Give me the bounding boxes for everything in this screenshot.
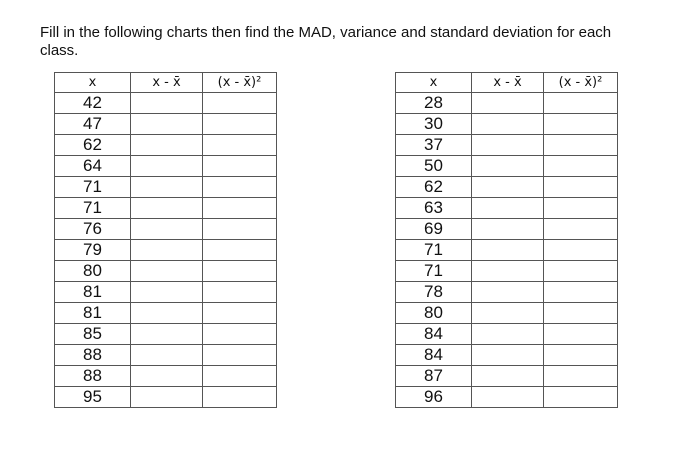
x-value-cell: 71 [55,177,131,198]
deviation-answer-cell[interactable] [472,240,544,261]
table-row [55,177,277,198]
table-row [396,156,618,177]
deviation-answer-cell[interactable] [131,240,203,261]
table-row [396,261,618,282]
table-row [396,345,618,366]
table-row [396,303,618,324]
instruction-text: Fill in the following charts then find the MAD, variance and standard deviation for each class. [40,24,612,59]
deviation-answer-cell[interactable] [472,177,544,198]
x-value-cell: 96 [396,387,472,408]
squared-deviation-answer-cell[interactable] [203,261,277,282]
x-value-cell: 64 [55,156,131,177]
table-row [55,261,277,282]
squared-deviation-answer-cell[interactable] [544,114,618,135]
deviation-answer-cell[interactable] [131,261,203,282]
squared-deviation-answer-cell[interactable] [544,387,618,408]
table-row [396,114,618,135]
deviation-answer-cell[interactable] [131,219,203,240]
deviation-answer-cell[interactable] [131,303,203,324]
x-value-cell: 80 [396,303,472,324]
table-row [55,114,277,135]
squared-deviation-answer-cell[interactable] [203,135,277,156]
table-row [55,156,277,177]
deviation-answer-cell[interactable] [472,198,544,219]
class-b-rows [396,93,618,408]
table-row [396,198,618,219]
deviation-answer-cell[interactable] [131,177,203,198]
squared-deviation-answer-cell[interactable] [203,93,277,114]
squared-deviation-answer-cell[interactable] [544,303,618,324]
table-row [55,387,277,408]
squared-deviation-answer-cell[interactable] [544,240,618,261]
class-a-rows [55,93,277,408]
squared-deviation-answer-cell[interactable] [203,198,277,219]
table-row [396,387,618,408]
deviation-answer-cell[interactable] [131,366,203,387]
deviation-answer-cell[interactable] [131,93,203,114]
squared-deviation-answer-cell[interactable] [203,303,277,324]
x-value-cell: 79 [55,240,131,261]
x-value-cell: 62 [55,135,131,156]
deviation-answer-cell[interactable] [131,387,203,408]
x-value-cell: 88 [55,366,131,387]
x-value-cell: 81 [55,303,131,324]
x-value-cell: 88 [55,345,131,366]
squared-deviation-answer-cell[interactable] [203,345,277,366]
deviation-answer-cell[interactable] [472,282,544,303]
deviation-answer-cell[interactable] [131,324,203,345]
header-row [396,73,618,93]
deviation-answer-cell[interactable] [131,282,203,303]
squared-deviation-answer-cell[interactable] [203,114,277,135]
squared-deviation-answer-cell[interactable] [544,156,618,177]
table-row [55,345,277,366]
table-row [396,219,618,240]
x-value-cell: 69 [396,219,472,240]
x-value-cell: 84 [396,345,472,366]
x-value-cell: 71 [55,198,131,219]
table-row [55,324,277,345]
x-value-cell: 78 [396,282,472,303]
x-value-cell: 37 [396,135,472,156]
squared-deviation-answer-cell[interactable] [203,282,277,303]
x-value-cell: 28 [396,93,472,114]
squared-deviation-header: (x - x̄)² [544,73,618,93]
header-row [55,73,277,93]
x-value-cell: 85 [55,324,131,345]
squared-deviation-answer-cell[interactable] [544,345,618,366]
squared-deviation-answer-cell[interactable] [203,324,277,345]
squared-deviation-answer-cell[interactable] [544,177,618,198]
x-header: x [55,73,131,93]
squared-deviation-answer-cell[interactable] [544,219,618,240]
table-row [55,198,277,219]
x-value-cell: 63 [396,198,472,219]
deviation-answer-cell[interactable] [131,114,203,135]
deviation-answer-cell[interactable] [472,93,544,114]
table-row [55,93,277,114]
squared-deviation-answer-cell[interactable] [203,156,277,177]
table-row [55,219,277,240]
table-row [396,282,618,303]
deviation-answer-cell[interactable] [131,135,203,156]
table-row [55,366,277,387]
x-value-cell: 50 [396,156,472,177]
deviation-answer-cell[interactable] [472,156,544,177]
x-value-cell: 71 [396,261,472,282]
deviation-answer-cell[interactable] [472,366,544,387]
class-b-table [395,72,618,408]
x-value-cell: 62 [396,177,472,198]
x-header: x [396,73,472,93]
x-value-cell: 95 [55,387,131,408]
squared-deviation-answer-cell[interactable] [203,219,277,240]
table-row [396,366,618,387]
deviation-answer-cell[interactable] [131,198,203,219]
deviation-answer-cell[interactable] [472,135,544,156]
x-value-cell: 84 [396,324,472,345]
deviation-answer-cell[interactable] [472,324,544,345]
table-row [396,135,618,156]
deviation-answer-cell[interactable] [472,261,544,282]
squared-deviation-header: (x - x̄)² [203,73,277,93]
deviation-answer-cell[interactable] [472,219,544,240]
x-value-cell: 81 [55,282,131,303]
squared-deviation-answer-cell[interactable] [544,366,618,387]
x-value-cell: 47 [55,114,131,135]
squared-deviation-answer-cell[interactable] [203,366,277,387]
table-row [55,282,277,303]
squared-deviation-answer-cell[interactable] [544,135,618,156]
deviation-answer-cell[interactable] [131,156,203,177]
table-row [396,93,618,114]
squared-deviation-answer-cell[interactable] [544,261,618,282]
x-value-cell: 42 [55,93,131,114]
squared-deviation-answer-cell[interactable] [544,93,618,114]
x-value-cell: 87 [396,366,472,387]
x-value-cell: 80 [55,261,131,282]
x-value-cell: 71 [396,240,472,261]
squared-deviation-answer-cell[interactable] [203,387,277,408]
deviation-header: x - x̄ [472,73,544,93]
squared-deviation-answer-cell[interactable] [544,198,618,219]
deviation-header: x - x̄ [131,73,203,93]
squared-deviation-answer-cell[interactable] [203,240,277,261]
table-row [396,324,618,345]
deviation-answer-cell[interactable] [131,345,203,366]
table-row [55,135,277,156]
class-a-table [54,72,277,408]
deviation-answer-cell[interactable] [472,387,544,408]
deviation-answer-cell[interactable] [472,303,544,324]
squared-deviation-answer-cell[interactable] [203,177,277,198]
table-row [55,303,277,324]
squared-deviation-answer-cell[interactable] [544,282,618,303]
table-row [396,177,618,198]
x-value-cell: 30 [396,114,472,135]
x-value-cell: 76 [55,219,131,240]
deviation-answer-cell[interactable] [472,114,544,135]
squared-deviation-answer-cell[interactable] [544,324,618,345]
deviation-answer-cell[interactable] [472,345,544,366]
table-row [55,240,277,261]
table-row [396,240,618,261]
